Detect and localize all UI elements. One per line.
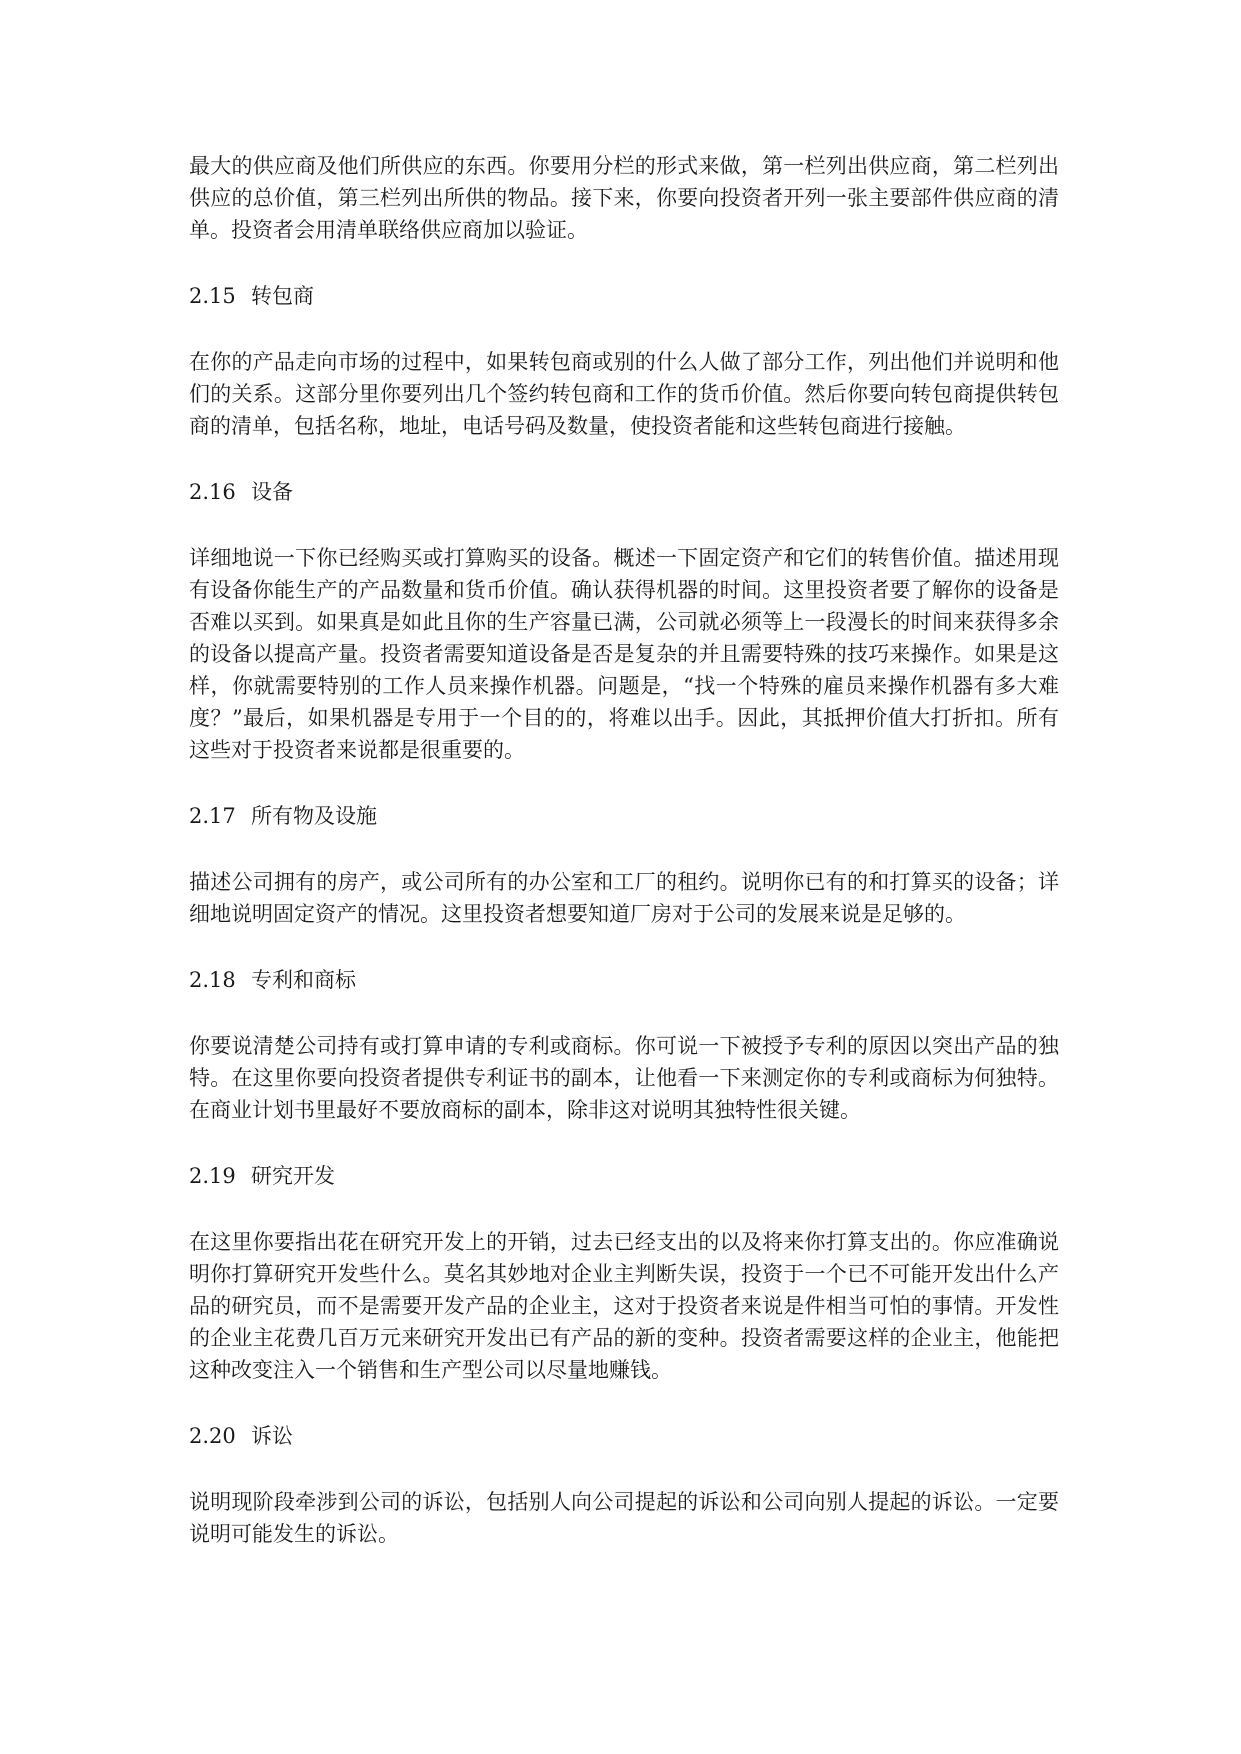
- paragraph-litigation: 说明现阶段牵涉到公司的诉讼，包括别人向公司提起的诉讼和公司向别人提起的诉讼。一定要说明可能发生的诉讼。: [189, 1490, 1059, 1546]
- paragraph-subcontractors: 在你的产品走向市场的过程中，如果转包商或别的什么人做了部分工作，列出他们并说明和他们的关系。这部分里你要列出几个签约转包商和工作的货币价值。然后你要向转包商提供转包商的清单，包括名称，地址，电话号码及数量，使投资者能和这些转包商进行接触。: [189, 350, 1059, 438]
- section-heading-2-19: [189, 1160, 1059, 1192]
- paragraph-patents: 你要说清楚公司持有或打算申请的专利或商标。你可说一下被授予专利的原因以突出产品的独特。在这里你要向投资者提供专利证书的副本，让他看一下来测定你的专利或商标为何独特。在商业计划书里最好不要放商标的副本，除非这对说明其独特性很关键。: [189, 1034, 1059, 1122]
- section-title: 专利和商标: [251, 968, 356, 992]
- section-title: 诉讼: [251, 1424, 293, 1448]
- section-heading-2-18: [189, 964, 1059, 996]
- section-heading-2-15: [189, 280, 1059, 312]
- section-heading-2-16: [189, 476, 1059, 508]
- section-heading-2-20: [189, 1420, 1059, 1452]
- section-title: 所有物及设施: [251, 804, 377, 828]
- section-heading-2-17: [189, 800, 1059, 832]
- document-body: [189, 150, 1059, 1550]
- section-number: 2.19: [189, 1164, 236, 1188]
- section-number: 2.17: [189, 804, 236, 828]
- section-number: 2.16: [189, 480, 236, 504]
- section-number: 2.18: [189, 968, 236, 992]
- paragraph-suppliers: 最大的供应商及他们所供应的东西。你要用分栏的形式来做，第一栏列出供应商，第二栏列出供应的总价值，第三栏列出所供的物品。接下来，你要向投资者开列一张主要部件供应商的清单。投资者会用清单联络供应商加以验证。: [189, 154, 1059, 242]
- paragraph-equipment: 详细地说一下你已经购买或打算购买的设备。概述一下固定资产和它们的转售价值。描述用现有设备你能生产的产品数量和货币价值。确认获得机器的时间。这里投资者要了解你的设备是否难以买到。如果真是如此且你的生产容量已满，公司就必须等上一段漫长的时间来获得多余的设备以提高产量。投资者需要知道设备是否是复杂的并且需要特殊的技巧来操作。如果是这样，你就需要特别的工作人员来操作机器。问题是，“找一个特殊的雇员来操作机器有多大难度？”最后，如果机器是专用于一个目的的，将难以出手。因此，其抵押价值大打折扣。所有这些对于投资者来说都是很重要的。: [189, 546, 1059, 762]
- paragraph-research: 在这里你要指出花在研究开发上的开销，过去已经支出的以及将来你打算支出的。你应准确说明你打算研究开发些什么。莫名其妙地对企业主判断失误，投资于一个已不可能开发出什么产品的研究员，而不是需要开发产品的企业主，这对于投资者来说是件相当可怕的事情。开发性的企业主花费几百万元来研究开发出已有产品的新的变种。投资者需要这样的企业主，他能把这种改变注入一个销售和生产型公司以尽量地赚钱。: [189, 1230, 1059, 1382]
- paragraph-property: 描述公司拥有的房产，或公司所有的办公室和工厂的租约。说明你已有的和打算买的设备；详细地说明固定资产的情况。这里投资者想要知道厂房对于公司的发展来说是足够的。: [189, 870, 1059, 926]
- section-number: 2.15: [189, 284, 236, 308]
- section-number: 2.20: [189, 1424, 236, 1448]
- section-title: 设备: [251, 480, 293, 504]
- section-title: 研究开发: [251, 1164, 335, 1188]
- section-title: 转包商: [251, 284, 314, 308]
